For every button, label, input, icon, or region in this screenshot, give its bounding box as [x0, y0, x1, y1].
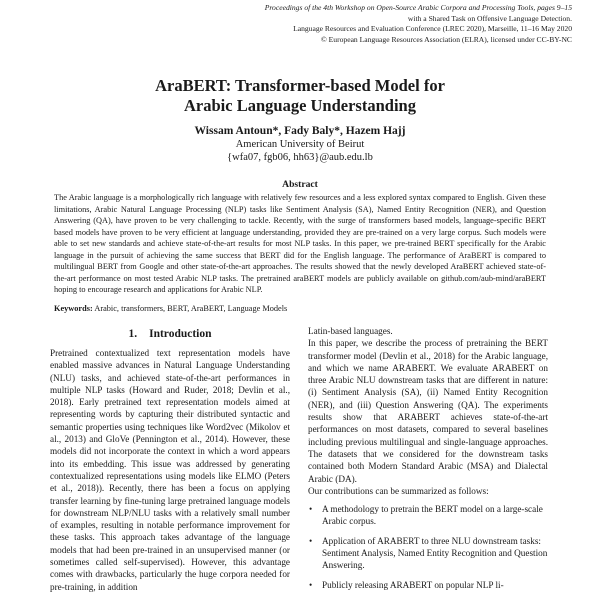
author-names: Wissam Antoun*, Fady Baly*, Hazem Hajj [194, 125, 406, 137]
intro-paragraph: Pretrained contextualized text representation models have enabled massive advances in Natural Language Understanding (NLU) tasks, and achieved state-of-the-art performances in multiple NLP tasks (Howard and Ruder, 2018; Devlin et al., 2018). Early pretrained text representation models aimed at representing words by capturing their distributed syntactic and semantic properties using techniques like Word2vec (Mikolov et al., 2013) and GloVe (Pennington et al., 2014). However, these models did not incorporate the context in which a word appears into its embedding. This issue was addressed by generating contextualized representations using models like ELMO (Peters et al., 2018)). Recently, there has been a focus on applying transfer learning by fine-tuning large pretrained language models for downstream NLP/NLU tasks with a relatively small number of examples, resulting in notable performance improvement for these tasks. This approach takes advantage of the language models that had been pre-trained in an unsupervised manner (or sometimes called self-supervised). However, this advantage comes with drawbacks, particularly the huge corpora needed for pre-training, in addition [50, 348, 290, 592]
venue-line-3: Language Resources and Evaluation Conference (LREC 2020), Marseille, 11–16 May 2020 [293, 24, 572, 34]
title-line-2: Arabic Language Understanding [184, 96, 416, 115]
right-column [308, 325, 548, 598]
contributions-list [308, 503, 548, 591]
author-emails: {wfa07, fgb06, hh63}@aub.edu.lb [227, 152, 373, 163]
left-column [50, 325, 290, 593]
section-heading-introduction [50, 327, 290, 341]
bullet-icon: • [309, 504, 313, 515]
keywords-label: Keywords: [54, 304, 93, 313]
bullet-icon: • [309, 535, 313, 546]
author-block [0, 125, 600, 164]
list-item: • Publicly releasing ARABERT on popular NLP li- [309, 579, 504, 590]
continuation-text: Latin-based languages. [308, 326, 393, 336]
title-line-1: AraBERT: Transformer-based Model for [155, 76, 445, 95]
keywords-line [54, 303, 546, 315]
keywords-text: Arabic, transformers, BERT, AraBERT, Language Models [94, 304, 288, 313]
abstract-text: The Arabic language is a morphologically rich language with relatively few resources and a less explored syntax compared to English. Given these limitations, Arabic Natural Language Processing (NLP) tasks like Sentiment Analysis (SA), Named Entity Recognition (NER), and Question Answering (QA), have proven to be very challenging to tackle. Recently, with the surge of transformers based models, language-specific BERT based models have proven to be very efficient at language understanding, provided they are pre-trained on a very large corpus. Such models were able to set new standards and achieve state-of-the-art results for most NLP tasks. In this paper, we pre-trained BERT specifically for the Arabic language in the pursuit of achieving the same success that BERT did for the English language. The performance of AraBERT is compared to multilingual BERT from Google and other state-of-the-art approaches. The results showed that the newly developed AraBERT achieved state-of-the-art performance on most tested Arabic NLP tasks. The pretrained araBERT models are publicly available on github.com/aub-mind/araBERT hoping to encourage research and applications for Arabic NLP. [54, 193, 546, 294]
section-title: Introduction [149, 328, 212, 340]
author-affiliation: American University of Beirut [235, 139, 365, 150]
venue-line-1: Proceedings of the 4th Workshop on Open-Source Arabic Corpora and Processing Tools, pages 9–15 [264, 3, 572, 12]
paper-title [0, 76, 600, 116]
venue-line-4: © European Language Resources Association (ELRA), licensed under CC-BY-NC [320, 34, 572, 44]
section-number: 1. [128, 328, 138, 340]
venue-header [152, 3, 572, 45]
list-item: • Application of ARABERT to three NLU downstream tasks: Sentiment Analysis, Named Entity Recognition and Question Answering. [309, 535, 548, 571]
abstract-heading: Abstract [282, 179, 318, 190]
paragraph-summary: Our contributions can be summarized as follows: [308, 485, 489, 496]
list-item: • A methodology to pretrain the BERT model on a large-scale Arabic corpus. [309, 504, 543, 527]
bullet-icon: • [309, 579, 313, 590]
venue-line-2: with a Shared Task on Offensive Language Detection. [407, 13, 572, 23]
paragraph-contribution-intro: In this paper, we describe the process of pretraining the BERT transformer model (Devlin et al., 2018) for the Arabic language, and which we name ARABERT. We evaluate ARABERT on three Arabic NLU downstream tasks that are different in nature: (i) Sentiment Analysis (SA), (ii) Named Entity Recognition (NER), and (iii) Question Answering (QA). The experiments results show that ARABERT achieves state-of-the-art performances on most datasets, compared to several baselines including previous multilingual and single-language approaches. The datasets that we considered for the downstream tasks contained both Modern Standard Arabic (MSA) and Dialectal Arabic (DA). [308, 338, 548, 484]
